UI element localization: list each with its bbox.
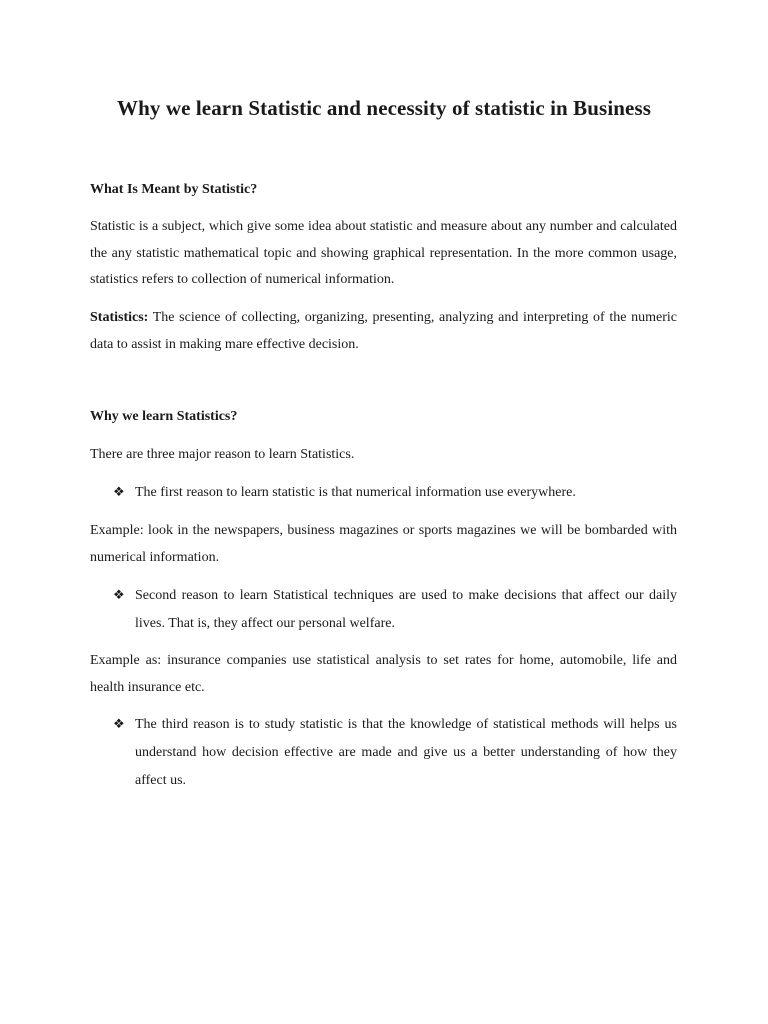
bullet-item-third-reason [113,711,677,795]
bullet-item-first-reason [113,479,677,507]
diamond-bullet-icon: ❖ [113,485,125,500]
paragraph-example-newspapers: Example: look in the newspapers, business magazines or sports magazines we will be bombarded with numerical information. [90,523,677,565]
bullet-text-third-reason: The third reason is to study statistic is that the knowledge of statistical methods will helps us understand how decision effective are made and give us a better understanding of how they affect us. [135,717,677,788]
bullet-item-second-reason [113,582,677,638]
bullet-text-second-reason: Second reason to learn Statistical techniques are used to make decisions that affect our daily lives. That is, they affect our personal welfare. [135,588,677,631]
definition-text: The science of collecting, organizing, presenting, analyzing and interpreting of the numeric data to assist in making mare effective decision. [90,310,677,352]
paragraph-three-reasons-intro: There are three major reason to learn Statistics. [90,447,355,462]
bullet-text-first-reason: The first reason to learn statistic is that numerical information use everywhere. [135,485,576,500]
diamond-bullet-icon: ❖ [113,717,125,732]
section-heading-meaning: What Is Meant by Statistic? [90,182,258,197]
definition-term: Statistics: [90,310,149,325]
paragraph-statistics-definition [90,305,677,358]
section-heading-why-learn: Why we learn Statistics? [90,409,238,424]
paragraph-example-insurance: Example as: insurance companies use statistical analysis to set rates for home, automobile, life and health insurance etc. [90,653,677,695]
paragraph-definition-intro: Statistic is a subject, which give some idea about statistic and measure about any number and calculated the any statistic mathematical topic and showing graphical representation. In the more common usage, statistics refers to collection of numerical information. [90,219,677,287]
diamond-bullet-icon: ❖ [113,588,125,603]
document-title: Why we learn Statistic and necessity of statistic in Business [116,96,652,120]
